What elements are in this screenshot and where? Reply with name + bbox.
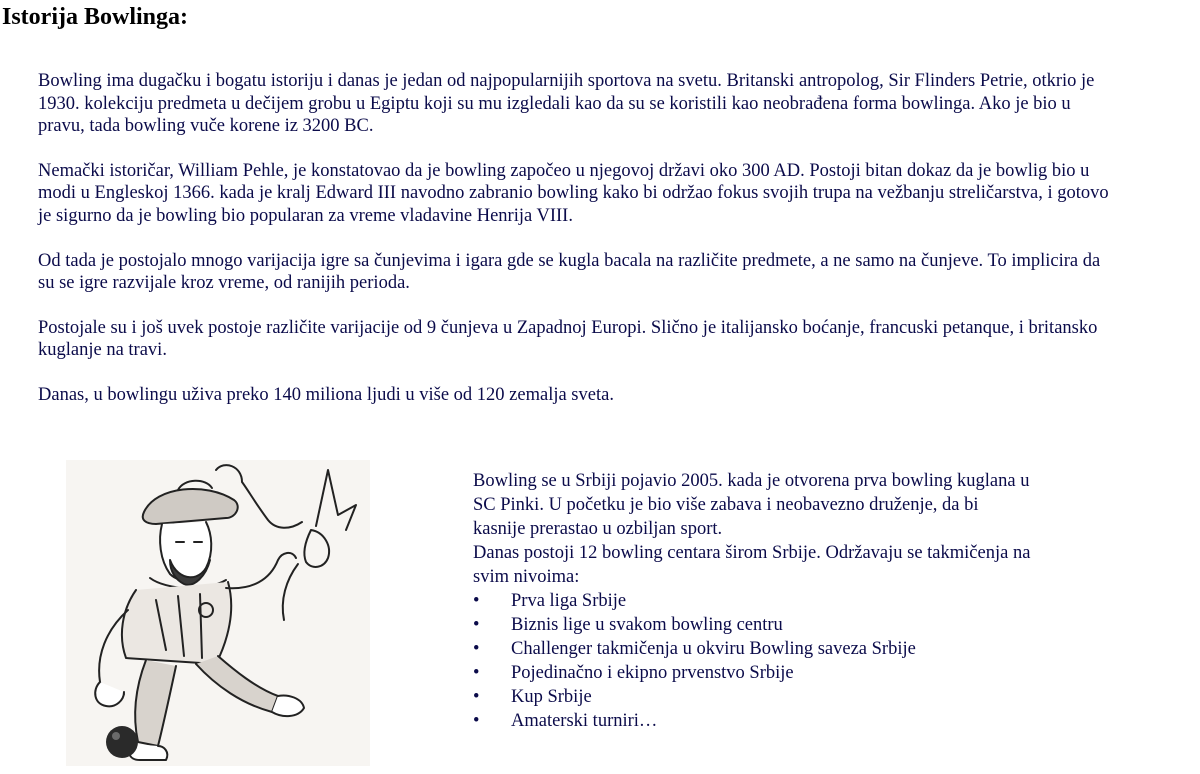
bullet: • [473,639,480,659]
background-figure-head [304,530,329,567]
intro-paragraph: Danas, u bowlingu uživa preko 140 miliona ljudi u više od 120 zemalja sveta. [38,384,614,405]
bullet: • [473,663,480,683]
list-item-text: Pojedinačno i ekipno prvenstvo Srbije [511,663,794,683]
hat [143,489,238,524]
list-item [473,637,1033,661]
bullet: • [473,711,480,731]
serbia-section [473,469,1033,733]
ball-highlight [112,732,120,740]
bowler-illustration [66,460,370,766]
background-figure-body [283,564,298,620]
bowling-ball [106,726,138,758]
bowling-hand [95,682,124,706]
list-item-text: Biznis lige u svakom bowling centru [511,615,783,635]
list-item [473,685,1033,709]
list-item [473,709,1033,733]
list-item-text: Kup Srbije [511,687,592,707]
intro-paragraph: Bowling ima dugačku i bogatu istoriju i danas je jedan od najpopularnijih sportova na svetu. Britanski antropolog, Sir Flinders Petrie, otkrio je 1930. kolekciju predmeta u dečijem grobu u Egiptu koji su mu izgledali kao da su se koristili kao neobrađena forma bowlinga. Ako je bio u pravu, tada bowling vuče korene iz 3200 BC. [38,71,1095,137]
list-item [473,613,1033,637]
list-item-text: Amaterski turniri… [511,711,658,731]
list-item [473,589,1033,613]
competition-list [473,589,1033,733]
bullet: • [473,591,480,611]
list-item [473,661,1033,685]
intro-paragraph: Od tada je postojalo mnogo varijacija igre sa čunjevima i igara gde se kugla bacala na različite predmete, a ne samo na čunjeve. To implicira da su se igre razvijale kroz vreme, od ranijih perioda. [38,250,1101,294]
list-item-text: Prva liga Srbije [511,591,627,611]
bullet: • [473,615,480,635]
intro-paragraph: Postojale su i još uvek postoje različite varijacije od 9 čunjeva u Zapadnoj Europi. Slično je italijansko boćanje, francuski petanque, i britansko kuglanje na travi. [38,317,1098,361]
background-figure-veil [316,470,356,530]
serbia-paragraph: Danas postoji 12 bowling centara širom Srbije. Održavaju se takmičenja na svim nivoima: [473,543,1031,587]
torso [122,582,231,664]
left-leg [135,660,176,746]
intro-paragraph: Nemački istoričar, William Pehle, je konstatovao da je bowling započeo u njegovoj državi oko 300 AD. Postoji bitan dokaz da je bowlig bio u modi u Engleskoj 1366. kada je kralj Edward III navodno zabranio bowling kako bi održao fokus svojih trupa na vežbanju streličarstva, i gotovo je sigurno da je bowling bio popularan za vreme vladavine Henrija VIII. [38,160,1109,226]
bullet: • [473,687,480,707]
page-title: Istorija Bowlinga: [2,4,188,30]
serbia-paragraph: Bowling se u Srbiji pojavio 2005. kada je otvorena prva bowling kuglana u SC Pinki. U početku je bio više zabava i neobavezno druženje, da bi kasnije prerastao u ozbiljan sport. [473,471,1030,539]
right-arm [226,553,296,588]
list-item-text: Challenger takmičenja u okviru Bowling saveza Srbije [511,639,916,659]
intro-section [38,70,1118,429]
bowler-drawing [66,460,370,766]
right-leg [196,656,278,712]
